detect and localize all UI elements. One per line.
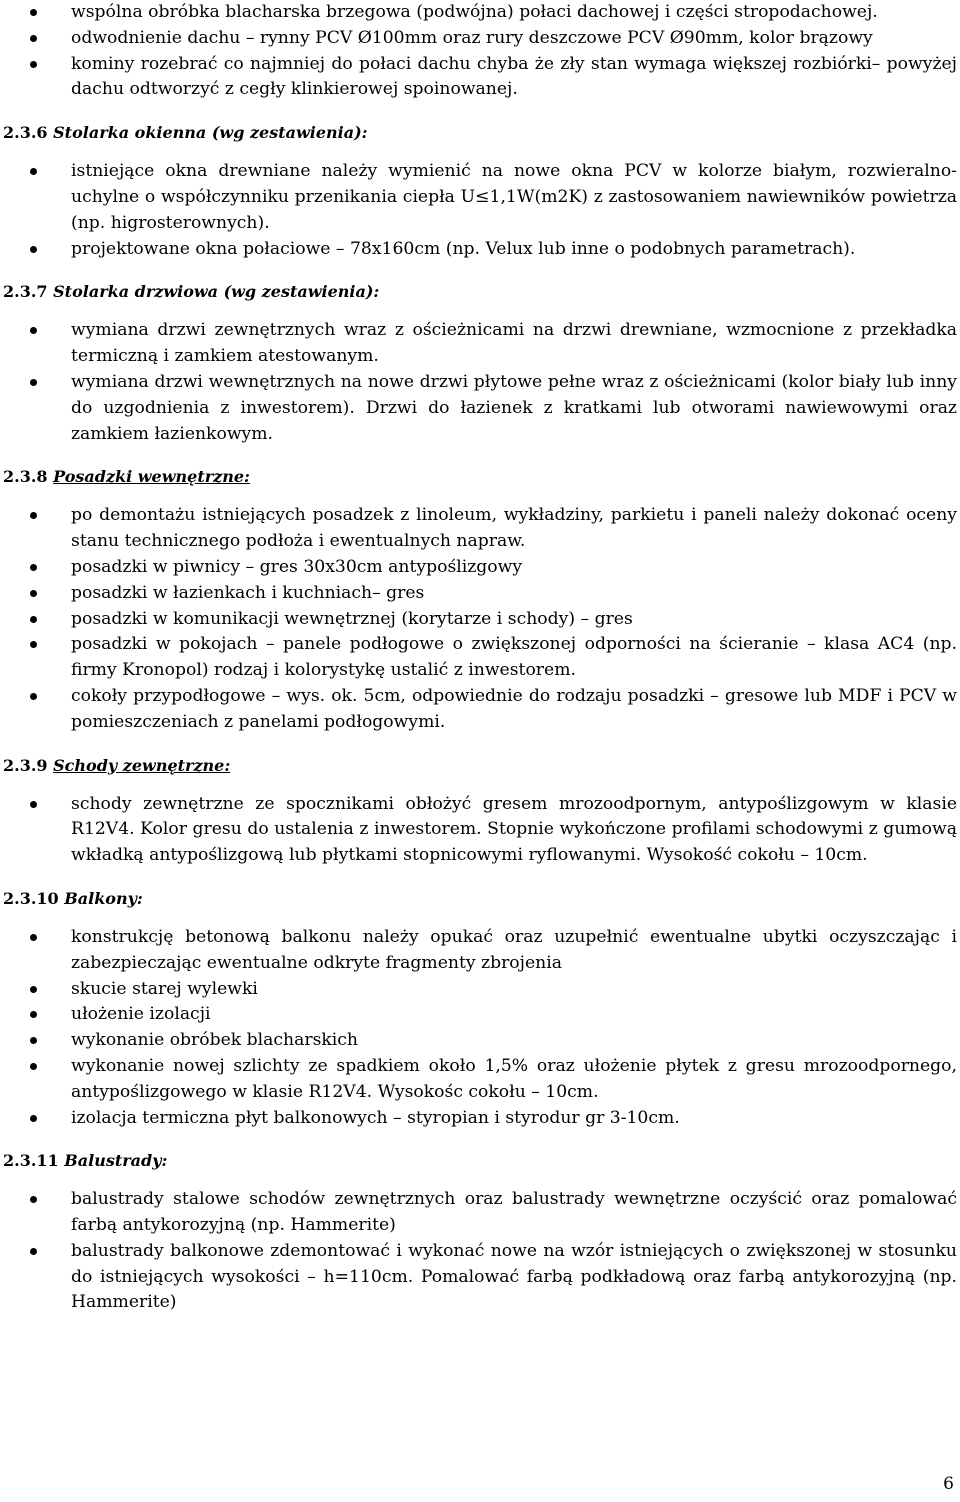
section-title: Stolarka okienna (wg zestawienia):: [53, 123, 368, 143]
list-item: odwodnienie dachu – rynny PCV Ø100mm oraz rury deszczowe PCV Ø90mm, kolor brązowy: [3, 26, 957, 52]
list-item: balustrady stalowe schodów zewnętrznych oraz balustrady wewnętrzne oczyścić oraz pomalować farbą antykorozyjną (np. Hammerite): [3, 1187, 957, 1239]
section-posadzki-wewnetrzne: [3, 465, 957, 735]
list-item: posadzki w komunikacji wewnętrznej (korytarze i schody) – gres: [3, 607, 957, 633]
list-item: izolacja termiczna płyt balkonowych – styropian i styrodur gr 3-10cm.: [3, 1106, 957, 1132]
list-item: istniejące okna drewniane należy wymienić na nowe okna PCV w kolorze białym, rozwieralno-uchylne o współczynniku przenikania ciepła U≤1,1W(m2K) z zastosowaniem nawiewników powietrza (np. higrosterownych).: [3, 159, 957, 236]
top-list: [3, 0, 957, 103]
list-item: posadzki w łazienkach i kuchniach– gres: [3, 581, 957, 607]
section-heading: [3, 1149, 957, 1173]
section-title: Balkony:: [64, 888, 143, 908]
section-number: 2.3.6: [3, 123, 48, 143]
list-item: skucie starej wylewki: [3, 977, 957, 1003]
section-stolarka-drzwiowa: [3, 280, 957, 447]
section-number: 2.3.10: [3, 888, 59, 908]
list-item: wykonanie nowej szlichty ze spadkiem około 1,5% oraz ułożenie płytek z gresu mrozoodpornego, antypoślizgowego w klasie R12V4. Wysokośc cokołu – 10cm.: [3, 1054, 957, 1106]
section-list: [3, 925, 957, 1131]
list-item: schody zewnętrzne ze spocznikami obłożyć gresem mrozoodpornym, antypoślizgowym w klasie R12V4. Kolor gresu do ustalenia z inwestorem. Stopnie wykończone profilami schodowymi z gumową wkładką antypoślizgową lub płytkami stopnicowymi ryflowanymi. Wysokość cokołu – 10cm.: [3, 792, 957, 869]
section-list: [3, 159, 957, 262]
list-item: posadzki w piwnicy – gres 30x30cm antypoślizgowy: [3, 555, 957, 581]
list-item: wymiana drzwi wewnętrznych na nowe drzwi płytowe pełne wraz z ościeżnicami (kolor biały lub inny do uzgodnienia z inwestorem). Drzwi do łazienek z kratkami lub otworami nawiewowymi oraz zamkiem łazienkowym.: [3, 370, 957, 447]
list-item: wymiana drzwi zewnętrznych wraz z ościeżnicami na drzwi drewniane, wzmocnione z przekładka termiczną i zamkiem atestowanym.: [3, 318, 957, 370]
section-schody-zewnetrzne: [3, 754, 957, 869]
section-heading: [3, 280, 957, 304]
section-list: [3, 1187, 957, 1316]
section-title: Balustrady:: [64, 1151, 168, 1171]
section-list: [3, 792, 957, 869]
section-list: [3, 318, 957, 447]
section-title: Stolarka drzwiowa (wg zestawienia):: [53, 282, 380, 302]
list-item: wykonanie obróbek blacharskich: [3, 1028, 957, 1054]
section-heading: [3, 465, 957, 489]
list-item: posadzki w pokojach – panele podłogowe o zwiększonej odporności na ścieranie – klasa AC4 (np. firmy Kronopol) rodzaj i kolorystykę ustalić z inwestorem.: [3, 632, 957, 684]
section-number: 2.3.11: [3, 1151, 59, 1171]
page-number: 6: [943, 1474, 954, 1494]
list-item: konstrukcję betonową balkonu należy opukać oraz uzupełnić ewentualne ubytki oczyszczając i zabezpieczając ewentualne odkryte fragmenty zbrojenia: [3, 925, 957, 977]
section-heading: [3, 887, 957, 911]
section-balkony: [3, 887, 957, 1131]
list-item: kominy rozebrać co najmniej do połaci dachu chyba że zły stan wymaga większej rozbiórki– powyżej dachu odtworzyć z cegły klinkierowej spoinowanej.: [3, 52, 957, 104]
section-heading: [3, 121, 957, 145]
section-balustrady: [3, 1149, 957, 1316]
list-item: projektowane okna połaciowe – 78x160cm (np. Velux lub inne o podobnych parametrach).: [3, 237, 957, 263]
list-item: balustrady balkonowe zdemontować i wykonać nowe na wzór istniejących o zwiększonej w stosunku do istniejących wysokości – h=110cm. Pomalować farbą podkładową oraz farbą antykorozyjną (np. Hammerite): [3, 1239, 957, 1316]
section-stolarka-okienna: [3, 121, 957, 262]
section-number: 2.3.9: [3, 755, 48, 775]
list-item: po demontażu istniejących posadzek z linoleum, wykładziny, parkietu i paneli należy dokonać oceny stanu technicznego podłoża i ewentualnych napraw.: [3, 503, 957, 555]
section-heading: [3, 754, 957, 778]
list-item: ułożenie izolacji: [3, 1002, 957, 1028]
list-item: wspólna obróbka blacharska brzegowa (podwójna) połaci dachowej i części stropodachowej.: [3, 0, 957, 26]
section-number: 2.3.8: [3, 467, 48, 487]
list-item: cokoły przypodłogowe – wys. ok. 5cm, odpowiednie do rodzaju posadzki – gresowe lub MDF i PCV w pomieszczeniach z panelami podłogowymi.: [3, 684, 957, 736]
section-list: [3, 503, 957, 735]
section-title: Schody zewnętrzne:: [53, 755, 231, 775]
section-title: Posadzki wewnętrzne:: [53, 467, 250, 487]
section-number: 2.3.7: [3, 282, 48, 302]
